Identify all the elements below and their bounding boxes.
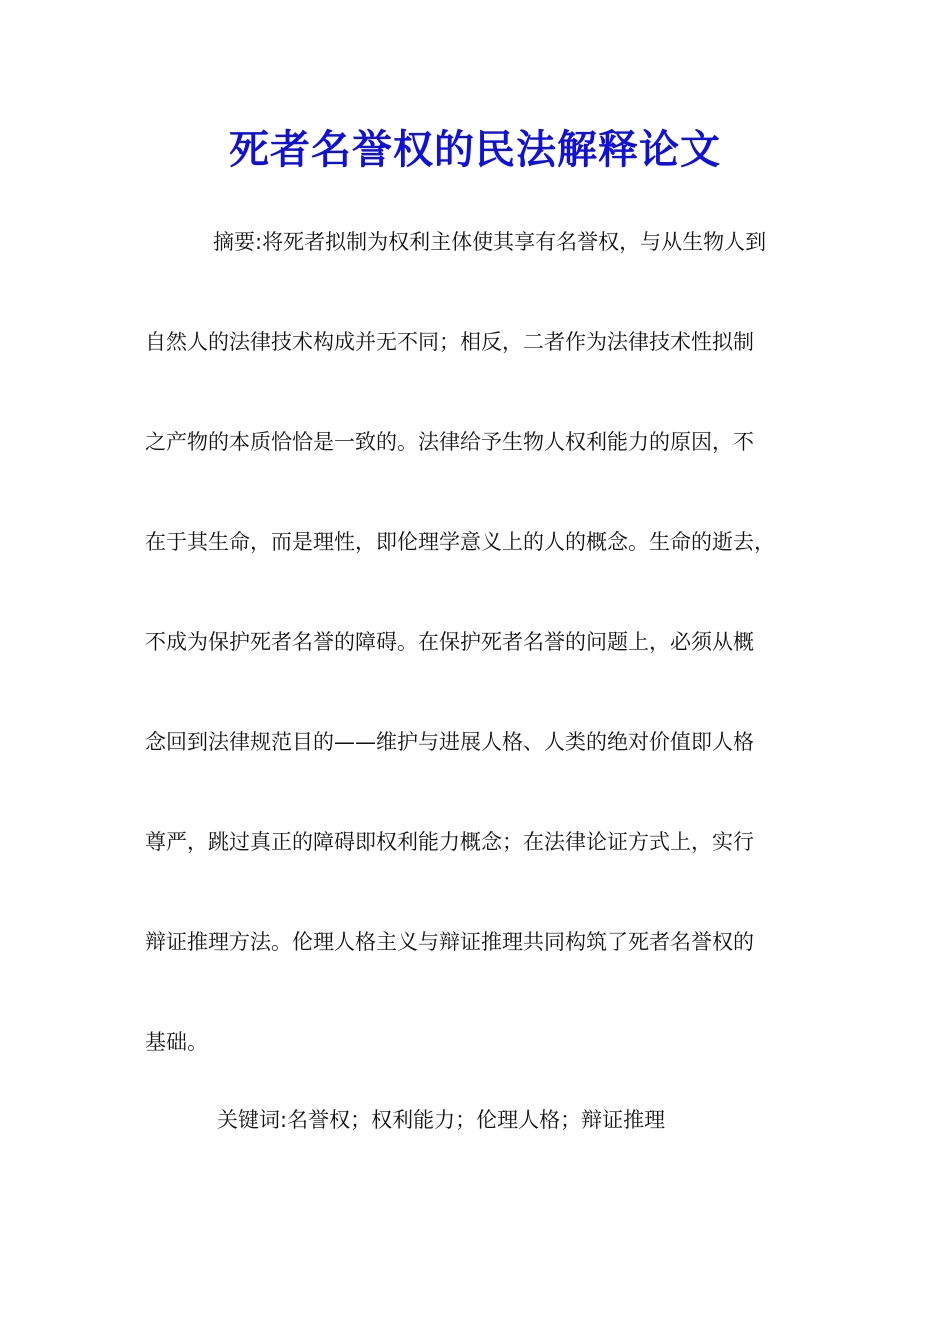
abstract-line: 摘要:将死者拟制为权利主体使其享有名誉权，与从生物人到 (213, 230, 767, 254)
abstract-line: 自然人的法律技术构成并无不同；相反，二者作为法律技术性拟制 (145, 330, 754, 354)
abstract-line: 之产物的本质恰恰是一致的。法律给予生物人权利能力的原因，不 (145, 430, 754, 454)
abstract-line: 尊严，跳过真正的障碍即权利能力概念；在法律论证方式上，实行 (145, 830, 754, 854)
abstract-line: 基础。 (145, 1030, 208, 1054)
abstract-line: 辩证推理方法。伦理人格主义与辩证推理共同构筑了死者名誉权的 (145, 930, 754, 954)
abstract-line: 不成为保护死者名誉的障碍。在保护死者名誉的问题上，必须从概 (145, 630, 754, 654)
keywords-line: 关键词:名誉权；权利能力；伦理人格；辩证推理 (217, 1108, 666, 1132)
abstract-line: 念回到法律规范目的——维护与进展人格、人类的绝对价值即人格 (145, 730, 754, 754)
document-title: 死者名誉权的民法解释论文 (229, 126, 721, 173)
abstract-line: 在于其生命，而是理性，即伦理学意义上的人的概念。生命的逝去， (145, 530, 775, 554)
